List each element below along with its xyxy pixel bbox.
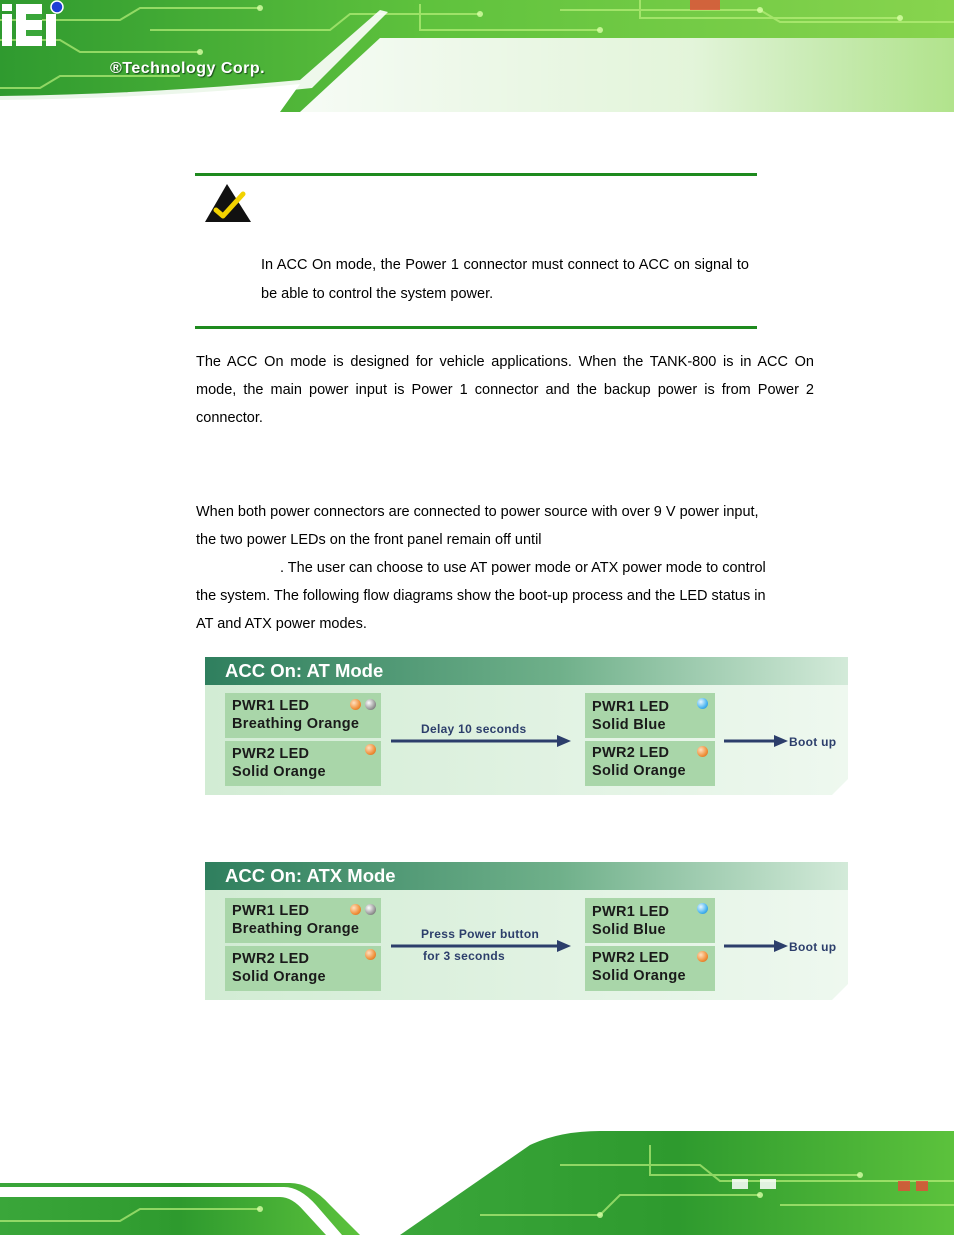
transition-label: Delay 10 seconds (421, 722, 527, 736)
para2-line2: the two power LEDs on the front panel remain off until (196, 532, 542, 548)
right-pwr1-status: Solid Blue (592, 922, 666, 938)
note-bottom-rule (195, 326, 757, 329)
orange-led-icon (697, 951, 708, 962)
diagram-title: ACC On: AT Mode (225, 660, 384, 681)
circuit-board-footer-graphic (0, 1125, 954, 1235)
left-pwr1-status: Breathing Orange (232, 716, 360, 732)
left-pwr2-box (225, 946, 381, 991)
left-pwr2-status: Solid Orange (232, 764, 326, 780)
orange-led-icon (697, 746, 708, 757)
boot-arrow-icon (724, 940, 788, 952)
gray-led-icon (365, 904, 376, 915)
power-led-description (196, 498, 814, 638)
note-top-rule (195, 173, 757, 176)
para2-line3: . The user can choose to use AT power mode or ATX power mode to control (280, 560, 766, 576)
right-pwr2-label: PWR2 LED (592, 950, 670, 966)
orange-led-icon (365, 949, 376, 960)
left-pwr1-status: Breathing Orange (232, 921, 360, 937)
left-pwr2-label: PWR2 LED (232, 951, 310, 967)
orange-led-icon (350, 904, 361, 915)
right-pwr1-status: Solid Blue (592, 717, 666, 733)
note-checkmark-icon (203, 182, 255, 224)
left-pwr1-label: PWR1 LED (232, 698, 310, 714)
page-footer-banner (0, 1125, 954, 1235)
acc-on-at-mode-diagram (205, 657, 848, 797)
right-pwr2-status: Solid Orange (592, 763, 686, 779)
right-pwr1-label: PWR1 LED (592, 699, 670, 715)
right-pwr2-status: Solid Orange (592, 968, 686, 984)
circuit-board-header-graphic (0, 0, 954, 112)
page-header-banner (0, 0, 954, 112)
company-name: ®Technology Corp. (110, 60, 266, 77)
right-pwr2-box (585, 741, 715, 786)
orange-led-icon (365, 744, 376, 755)
para2-line5: AT and ATX power modes. (196, 616, 367, 632)
transition-label-2: for 3 seconds (423, 949, 505, 963)
para2-line4: the system. The following flow diagrams show the boot-up process and the LED status in (196, 588, 766, 604)
right-pwr1-box (585, 898, 715, 943)
acc-on-mode-description: The ACC On mode is designed for vehicle applications. When the TANK-800 is in ACC On mode, the main power input is Power 1 connector and the backup power is from Power 2 connector. (196, 354, 814, 426)
transition-label: Press Power button (421, 927, 540, 941)
left-pwr1-box (225, 693, 381, 738)
right-pwr2-box (585, 946, 715, 991)
right-pwr2-label: PWR2 LED (592, 745, 670, 761)
iei-logo (0, 0, 70, 48)
boot-up-label: Boot up (789, 735, 837, 749)
left-pwr2-label: PWR2 LED (232, 746, 310, 762)
orange-led-icon (350, 699, 361, 710)
right-pwr1-label: PWR1 LED (592, 904, 670, 920)
para2-line1: When both power connectors are connected to power source with over 9 V power input, (196, 504, 759, 520)
blue-led-icon (697, 698, 708, 709)
transition-arrow-icon (391, 940, 571, 952)
transition-arrow-icon (391, 735, 571, 747)
left-pwr1-box (225, 898, 381, 943)
left-pwr2-box (225, 741, 381, 786)
left-pwr1-label: PWR1 LED (232, 903, 310, 919)
note-text: In ACC On mode, the Power 1 connector must connect to ACC on signal to be able to control the system power. (261, 257, 749, 302)
boot-up-label: Boot up (789, 940, 837, 954)
blue-led-icon (697, 903, 708, 914)
acc-on-atx-mode-diagram (205, 862, 848, 1002)
left-pwr2-status: Solid Orange (232, 969, 326, 985)
gray-led-icon (365, 699, 376, 710)
boot-arrow-icon (724, 735, 788, 747)
right-pwr1-box (585, 693, 715, 738)
diagram-title: ACC On: ATX Mode (225, 865, 396, 886)
